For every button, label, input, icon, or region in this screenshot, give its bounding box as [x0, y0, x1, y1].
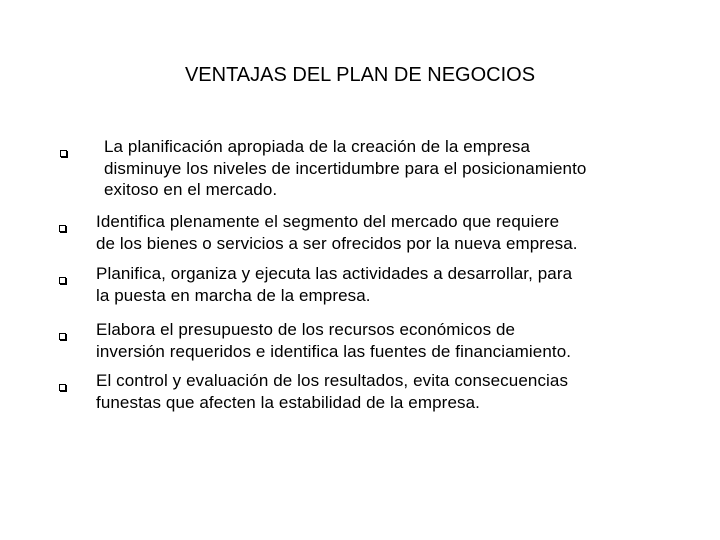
- bullet-text: La planificación apropiada de la creación de la empresa disminuye los niveles de incertidumbre para el posicionamiento exitoso en el mercado.: [104, 137, 587, 199]
- bullet-text: Identifica plenamente el segmento del mercado que requiere de los bienes o servicios a ser ofrecidos por la nueva empresa.: [96, 212, 578, 253]
- square-bullet-icon: [59, 225, 66, 232]
- square-bullet-icon: [60, 150, 67, 157]
- bullet-text: Elabora el presupuesto de los recursos económicos de inversión requeridos e identifica las fuentes de financiamiento.: [96, 320, 572, 361]
- square-bullet-icon: [59, 277, 66, 284]
- slide-title: VENTAJAS DEL PLAN DE NEGOCIOS: [184, 64, 536, 86]
- square-bullet-icon: [59, 384, 66, 391]
- square-bullet-icon: [59, 333, 66, 340]
- bullet-text: El control y evaluación de los resultados, evita consecuencias funestas que afecten la estabilidad de la empresa.: [96, 371, 569, 412]
- bullet-text: Planifica, organiza y ejecuta las actividades a desarrollar, para la puesta en marcha de la empresa.: [96, 264, 573, 305]
